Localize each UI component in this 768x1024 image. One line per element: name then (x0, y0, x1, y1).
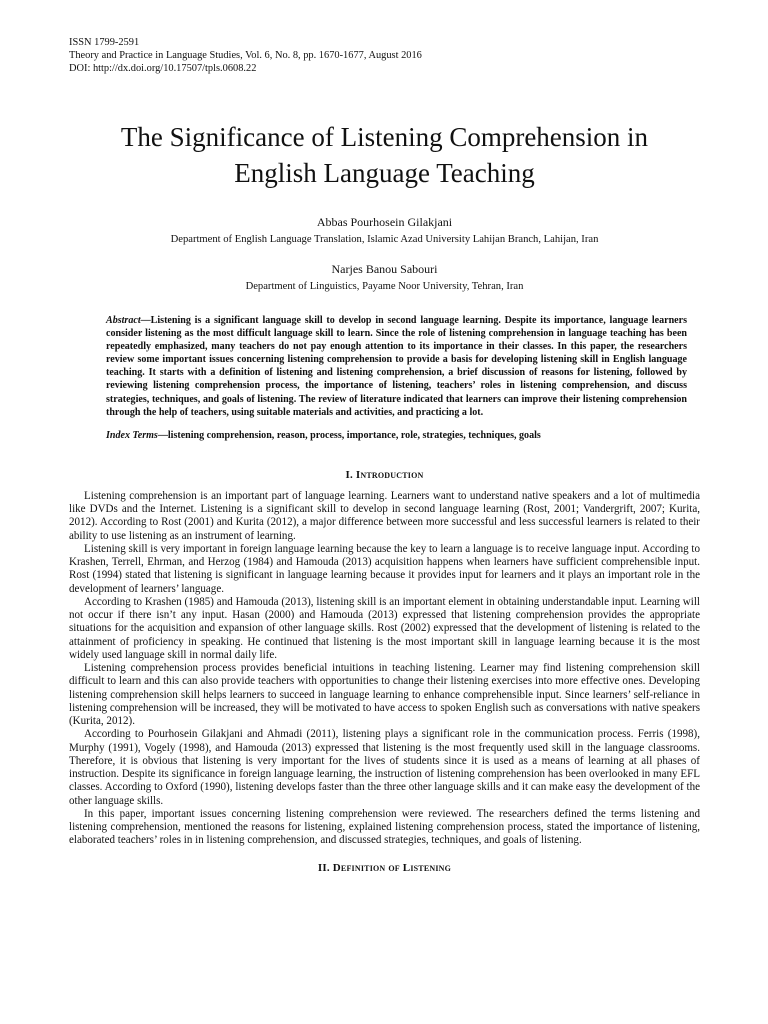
author-affiliation: Department of English Language Translation, Islamic Azad University Lahijan Branch, Lahijan, Iran (170, 234, 599, 245)
paragraph: According to Krashen (1985) and Hamouda (2013), listening skill is an important element in obtaining understandable input. Learning will not occur if there isn’t any input. Hasan (2000) and Hamouda (2013) expressed that listening comprehension provides the appropriate situations for the acquisition and expansion of other language skills. Rost (2002) expressed that the development of listening is related to the attainment of proficiency in speaking. He continued that listening is the most important skill in language learning because it is the most widely used language skill in normal daily life. (69, 595, 700, 661)
paragraph: Listening comprehension process provides beneficial intuitions in teaching listening. Learner may find listening comprehension skill difficult to learn and this can also provide teachers with opportunities to change their listening exercises into more effective ones. Developing listening comprehension skill helps learners to succeed in language learning to enhance comprehensible input. Since learners’ self-reliance in listening comprehension will be increased, they will be motivated to have access to spoken English such as conversations with native speakers (Kurita, 2012). (69, 662, 700, 727)
paragraph: According to Pourhosein Gilakjani and Ahmadi (2011), listening plays a significant role in the communication process. Ferris (1998), Murphy (1991), Vogely (1998), and Hamouda (2013) expressed that listening is the most frequently used skill in the language classrooms. Therefore, it is obvious that listening is very important for the lives of students since it is used as a means of learning at all phases of instruction. Despite its significance in foreign language learning, the instruction of listening comprehension has been overlooked in many EFL classes. According to Oxford (1990), listening develops faster than the three other language skills and it can make easy the development of the other language skills. (69, 728, 700, 807)
paragraph: Listening skill is very important in foreign language learning because the key to learn a language is to receive language input. According to Krashen, Terrell, Ehrman, and Herzog (1984) and Hamouda (2013) acquisition happens when learners have sufficient comprehensible input. Rost (1994) stated that listening is significant in language learning because it provides input for learners and it plays an important role in the development of learners’ language. (69, 542, 700, 595)
journal-citation: Theory and Practice in Language Studies, Vol. 6, No. 8, pp. 1670-1677, August 2016 (69, 50, 422, 61)
abstract-label: Abstract (106, 315, 141, 326)
author-affiliation: Department of Linguistics, Payame Noor University, Tehran, Iran (245, 281, 524, 292)
paper-title-line-1: The Significance of Listening Comprehension in (120, 122, 649, 152)
index-terms-label: Index Terms (106, 429, 158, 441)
author-block-1 (69, 215, 700, 247)
paper-title-line-2: English Language Teaching (234, 158, 535, 188)
journal-header (69, 36, 700, 75)
author-name: Narjes Banou Sabouri (331, 262, 438, 276)
paragraph: Listening comprehension is an important part of language learning. Learners want to understand native speakers and a lot of multimedia like DVDs and the Internet. Listening is a significant skill to develop in second language learning (Rost, 2001; Vandergrift, 2007; Kurita, 2012). According to Rost (2001) and Kurita (2012), a major difference between more successful and less successful learners is related to their ability to use listening as an instrument of learning. (69, 489, 700, 542)
doi-link[interactable]: DOI: http://dx.doi.org/10.17507/tpls.0608.22 (69, 63, 257, 74)
section-heading-definition: II. Definition of Listening (317, 861, 452, 874)
index-terms-text: —listening comprehension, reason, process, importance, role, strategies, techniques, goals (157, 429, 541, 441)
introduction-body (69, 490, 700, 848)
author-name: Abbas Pourhosein Gilakjani (316, 215, 453, 229)
author-block-2 (69, 262, 700, 294)
index-terms (106, 429, 687, 442)
paper-title (69, 119, 700, 191)
abstract (106, 314, 687, 419)
issn-line: ISSN 1799-2591 (69, 37, 140, 48)
paragraph: In this paper, important issues concerning listening comprehension were reviewed. The researchers defined the terms listening and listening comprehension, mentioned the reasons for listening, explained listening comprehension process, stated the importance of listening, elaborated teachers’ roles in in listening comprehension, and discussed strategies, techniques, and goals of listening. (69, 807, 700, 847)
section-heading-introduction: I. Introduction (345, 468, 424, 481)
abstract-text: —Listening is a significant language skill to develop in second language learning. Despite its importance, language learners consider listening as the most difficult language skill to learn. Since the role of listening comprehension in language teaching has been repeatedly emphasized, many teachers do not pay enough attention to its importance in their classes. In this paper, the researchers review some important issues concerning listening comprehension to provide a basis for developing listening skill in English language teaching. It starts with a definition of listening and listening comprehension, a brief discussion of reasons for listening, followed by reviewing listening comprehension process, the importance of listening, teachers’ roles in listening comprehension, and discuss strategies, techniques, and goals of listening. The review of literature indicated that learners can improve their listening comprehension through the help of teachers, using suitable materials and activities, and practicing a lot. (106, 315, 687, 418)
